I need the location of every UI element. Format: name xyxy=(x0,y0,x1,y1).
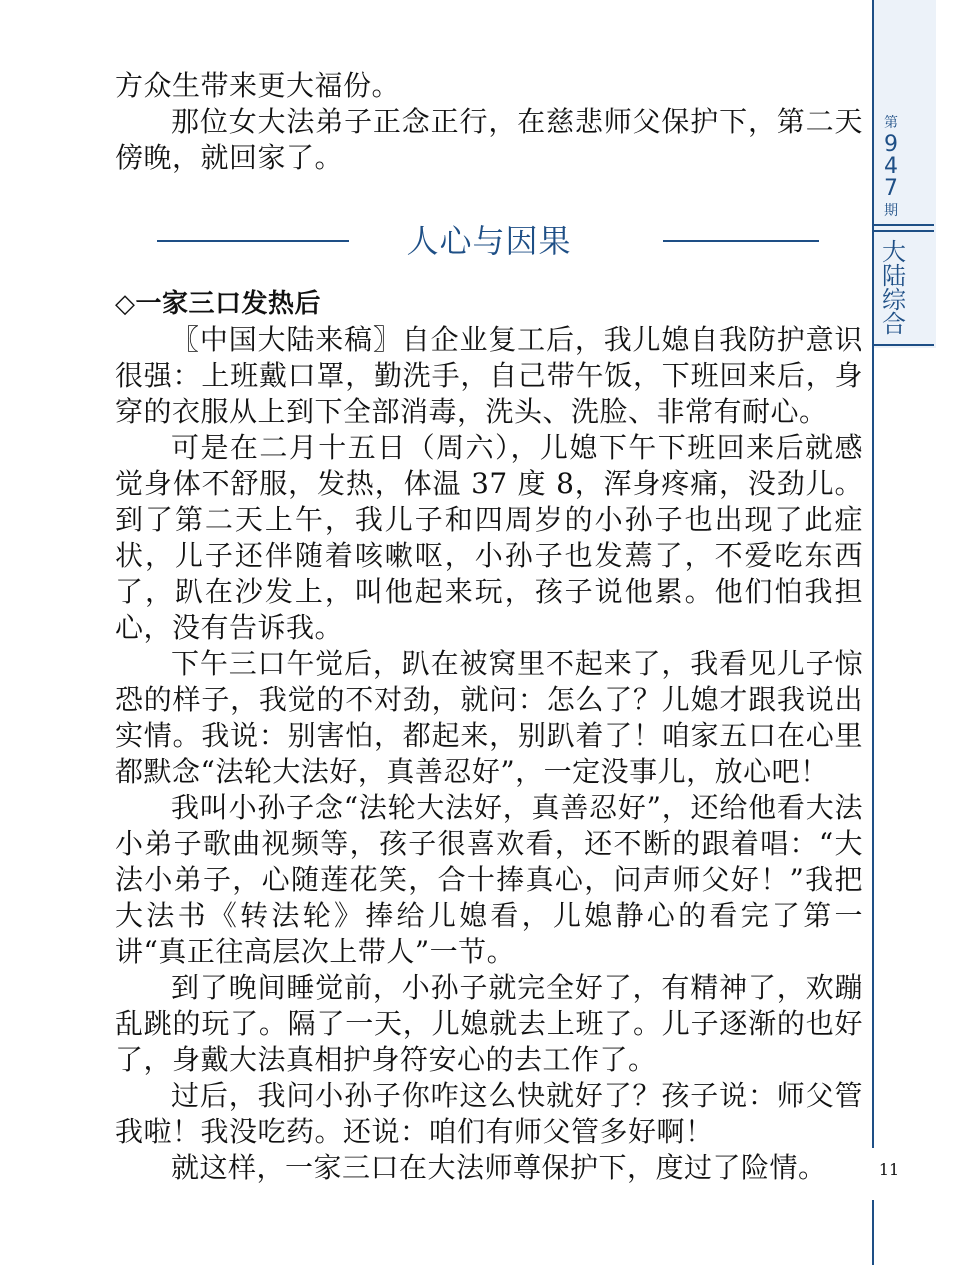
paragraph: 过后，我问小孙子你咋这么快就好了？孩子说：师父管我啦！我没吃药。还说：咱们有师父管多好啊！ xyxy=(115,1079,863,1148)
sidebar-rule-top xyxy=(874,224,934,226)
section-title-row xyxy=(115,210,863,272)
category-char: 综 xyxy=(882,286,906,314)
article-body xyxy=(115,68,863,1186)
issue-digit: 9 xyxy=(884,132,898,157)
paragraph: 可是在二月十五日（周六），儿媳下午下班回来后就感觉身体不舒服，发热，体温 37 度 8，浑身疼痛，没劲儿。到了第二天上午，我儿子和四周岁的小孙子也出现了此症状，儿子还伴随着咳嗽呕，小孙子也发蔫了，不爱吃东西了，趴在沙发上，叫他起来玩，孩子说他累。他们怕我担心，没有告诉我。 xyxy=(115,431,863,644)
paragraph: 下午三口午觉后，趴在被窝里不起来了，我看见儿子惊恐的样子，我觉的不对劲，就问：怎么了？儿媳才跟我说出实情。我说：别害怕，都起来，别趴着了！咱家五口在心里都默念“法轮大法好，真善忍好”，一定没事儿，放心吧！ xyxy=(115,647,863,788)
issue-digit: 7 xyxy=(884,176,898,201)
page-sidebar xyxy=(872,0,978,1265)
story-subheading: ◇一家三口发热后 xyxy=(115,289,321,319)
page-number: 11 xyxy=(878,1160,900,1179)
category-char: 大 xyxy=(882,238,906,266)
category-char: 合 xyxy=(882,310,906,338)
page-edge-line-bottom xyxy=(872,1200,874,1265)
carryover-line: 方众生带来更大福份。 xyxy=(115,69,401,102)
issue-suffix: 期 xyxy=(884,203,898,219)
section-title: 人心与因果 xyxy=(406,222,572,260)
paragraph: 〖中国大陆来稿〗自企业复工后，我儿媳自我防护意识很强：上班戴口罩，勤洗手，自己带午饭，下班回来后，身穿的衣服从上到下全部消毒，洗头、洗脸、非常有耐心。 xyxy=(115,323,863,428)
carryover-paragraph: 那位女大法弟子正念正行，在慈悲师父保护下，第二天傍晚，就回家了。 xyxy=(115,105,863,174)
category-label xyxy=(874,240,914,336)
issue-number xyxy=(874,112,908,222)
sidebar-rule-bottom xyxy=(874,344,934,346)
title-rule-left xyxy=(157,240,349,242)
title-rule-right xyxy=(663,240,819,242)
issue-prefix: 第 xyxy=(884,115,898,131)
category-char: 陆 xyxy=(882,262,906,290)
paragraph: 我叫小孙子念“法轮大法好，真善忍好”，还给他看大法小弟子歌曲视频等，孩子很喜欢看，还不断的跟着唱：“大法小弟子，心随莲花笑，合十捧真心，问声师父好！”我把大法书《转法轮》捧给儿媳看，儿媳静心的看完了第一讲“真正往高层次上带人”一节。 xyxy=(115,791,863,968)
sidebar-rule-top-2 xyxy=(874,230,934,232)
paragraph: 到了晚间睡觉前，小孙子就完全好了，有精神了，欢蹦乱跳的玩了。隔了一天，儿媳就去上班了。儿子逐渐的也好了，身戴大法真相护身符安心的去工作了。 xyxy=(115,971,863,1076)
paragraph: 就这样，一家三口在大法师尊保护下，度过了险情。 xyxy=(171,1151,827,1184)
issue-digit: 4 xyxy=(884,154,898,179)
page-edge-line xyxy=(872,348,874,1148)
